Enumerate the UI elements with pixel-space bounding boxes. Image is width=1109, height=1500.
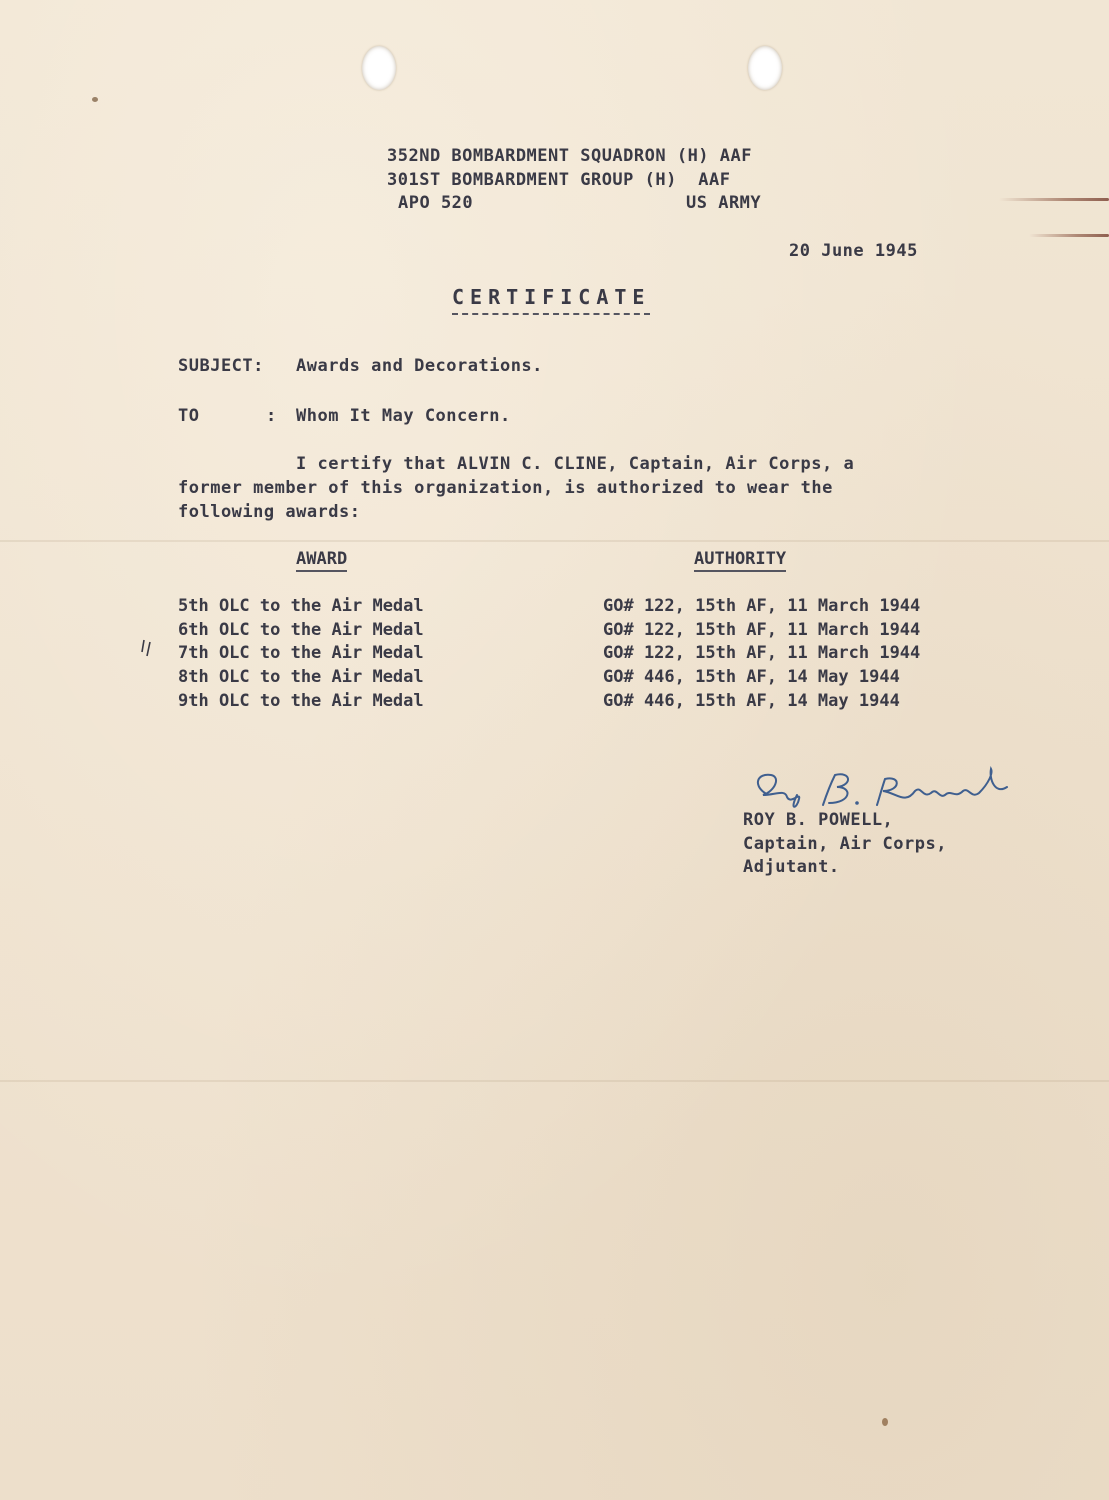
body-line: following awards: [178, 502, 361, 522]
signature-title: Captain, Air Corps, [743, 834, 947, 854]
award-row-award: 5th OLC to the Air Medal [178, 596, 424, 616]
rust-stain [999, 198, 1109, 201]
subject-label: SUBJECT: [178, 356, 264, 376]
authority-column-header: AUTHORITY [694, 549, 786, 572]
header-group: 301ST BOMBARDMENT GROUP (H) AAF [387, 170, 731, 190]
to-separator: : [266, 406, 277, 426]
document-date: 20 June 1945 [789, 241, 918, 261]
margin-tick-mark [140, 638, 156, 666]
rust-stain [1029, 234, 1109, 237]
award-row-authority: GO# 122, 15th AF, 11 March 1944 [603, 596, 921, 616]
award-row-award: 7th OLC to the Air Medal [178, 643, 424, 663]
award-row-authority: GO# 446, 15th AF, 14 May 1944 [603, 691, 900, 711]
paper-speck [882, 1418, 888, 1426]
body-line: I certify that ALVIN C. CLINE, Captain, Air Corps, a [296, 454, 855, 474]
to-label: TO [178, 406, 200, 426]
award-row-award: 9th OLC to the Air Medal [178, 691, 424, 711]
to-text: Whom It May Concern. [296, 406, 511, 426]
subject-text: Awards and Decorations. [296, 356, 543, 376]
award-row-authority: GO# 122, 15th AF, 11 March 1944 [603, 643, 921, 663]
award-column-header: AWARD [296, 549, 347, 572]
award-row-authority: GO# 446, 15th AF, 14 May 1944 [603, 667, 900, 687]
award-row-award: 6th OLC to the Air Medal [178, 620, 424, 640]
signature-name: ROY B. POWELL, [743, 810, 894, 830]
award-row-authority: GO# 122, 15th AF, 11 March 1944 [603, 620, 921, 640]
punch-hole [748, 46, 782, 90]
signature-role: Adjutant. [743, 857, 840, 877]
body-line: former member of this organization, is authorized to wear the [178, 478, 833, 498]
paper-fold [0, 540, 1109, 542]
document-title: CERTIFICATE [452, 285, 650, 315]
award-row-award: 8th OLC to the Air Medal [178, 667, 424, 687]
header-squadron: 352ND BOMBARDMENT SQUADRON (H) AAF [387, 146, 752, 166]
header-army: US ARMY [686, 193, 762, 213]
paper-fold [0, 1080, 1109, 1082]
handwritten-signature [745, 765, 1025, 815]
paper-speck [92, 97, 98, 102]
punch-hole [362, 46, 396, 90]
header-apo: APO 520 [398, 193, 474, 213]
